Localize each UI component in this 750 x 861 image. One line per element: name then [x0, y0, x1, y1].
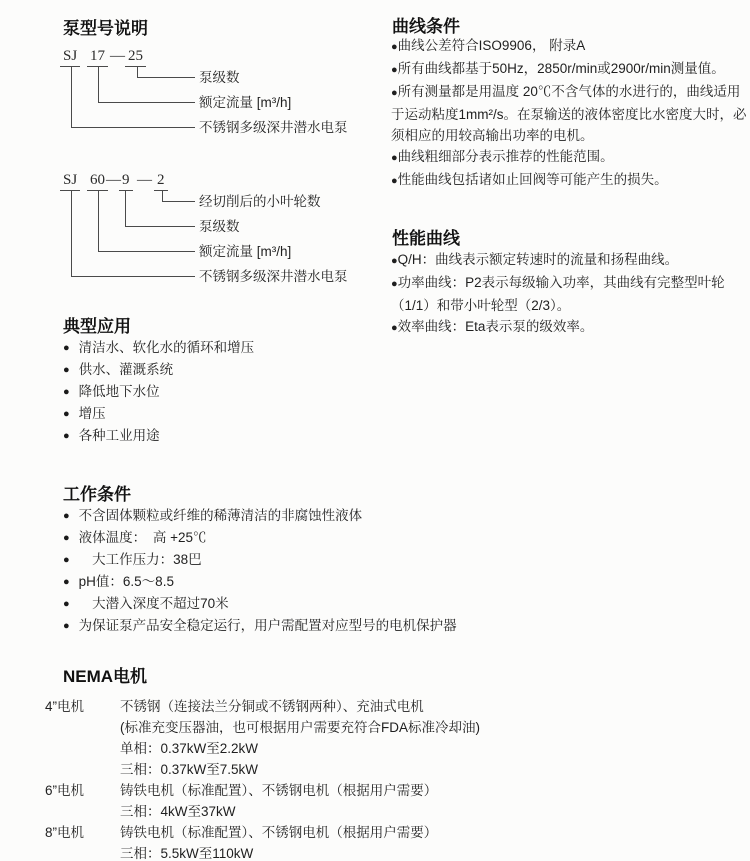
nema-motors-title: NEMA电机 — [63, 667, 148, 686]
model-code-dash: — — [110, 48, 125, 64]
list-item — [63, 593, 457, 615]
list-item — [391, 249, 749, 272]
nema-line: 三相：0.37kW至7.5kW — [120, 762, 259, 777]
pump-model-title: 泵型号说明 — [63, 19, 148, 38]
model-code-prefix: SJ — [60, 48, 80, 67]
nema-row-4in — [45, 696, 735, 780]
nema-row-lines — [120, 696, 735, 780]
bullet-icon: ● — [63, 598, 70, 610]
list-item-text: 所有测量都是用温度 20℃不含气体的水进行的，曲线适用于运动粘度1mm²/s。在泵输送的液体密度比水密度大时，必须相应的用较高输出功率的电机。 — [391, 84, 747, 143]
bullet-icon: ● — [391, 322, 398, 334]
diagram-label-stages: 泵级数 — [199, 70, 240, 85]
model-diagram-sj-17-25 — [62, 48, 402, 143]
model-code-dash: — — [106, 172, 121, 188]
bullet-icon: ● — [391, 152, 398, 164]
list-item-text: 各种工业用途 — [78, 428, 160, 443]
list-item — [63, 505, 457, 527]
list-item — [63, 403, 254, 425]
model-code-stages: 25 — [125, 48, 146, 67]
list-item-text: 降低地下水位 — [78, 384, 160, 399]
list-item-text: 曲线公差符合ISO9906， 附录A — [397, 38, 586, 53]
diagram-label-stages: 泵级数 — [199, 219, 240, 234]
nema-row-lines — [120, 780, 735, 822]
list-item — [391, 58, 749, 81]
applications-list — [63, 337, 254, 447]
list-item-text: 所有曲线都基于50Hz，2850r/min或2900r/min测量值。 — [397, 61, 725, 76]
list-item — [63, 337, 254, 359]
list-item-text: 不含固体颗粒或纤维的稀薄清洁的非腐蚀性液体 — [78, 508, 363, 523]
list-item-text: pH值：6.5～8.5 — [78, 574, 174, 589]
model-code-prefix: SJ — [60, 172, 80, 191]
bullet-icon: ● — [63, 554, 70, 566]
applications-title: 典型应用 — [63, 317, 131, 336]
nema-line: 三相：5.5kW至110kW — [120, 846, 254, 861]
diagram-label-flow: 额定流量 [m³/h] — [199, 244, 292, 259]
bullet-icon: ● — [63, 620, 70, 632]
list-item-text: 增压 — [78, 406, 106, 421]
nema-row-6in — [45, 780, 735, 822]
list-item — [391, 272, 749, 316]
bullet-icon: ● — [63, 408, 70, 420]
nema-row-8in — [45, 822, 735, 861]
bullet-icon: ● — [391, 41, 398, 53]
bullet-icon: ● — [391, 278, 398, 290]
connector-line — [71, 190, 195, 277]
bullet-icon: ● — [63, 342, 70, 354]
bullet-icon: ● — [391, 64, 398, 76]
diagram-label-pump-type: 不锈钢多级深井潜水电泵 — [199, 120, 348, 135]
list-item-text: Q/H：曲线表示额定转速时的流量和扬程曲线。 — [397, 252, 679, 267]
nema-row-label: 6”电机 — [45, 783, 85, 798]
bullet-icon: ● — [63, 364, 70, 376]
list-item-text: 功率曲线：P2表示每级输入功率，其曲线有完整型叶轮（1/1）和带小叶轮型（2/3）。 — [391, 275, 725, 313]
nema-row-label: 4”电机 — [45, 699, 85, 714]
diagram-label-flow: 额定流量 [m³/h] — [199, 95, 292, 110]
list-item-text: 供水、灌溉系统 — [78, 362, 174, 377]
list-item-text: 大潜入深度不超过70米 — [78, 596, 229, 611]
list-item — [391, 81, 749, 146]
connector-line — [71, 66, 195, 128]
model-code-trimmed: 2 — [154, 172, 168, 191]
bullet-icon: ● — [391, 175, 398, 187]
nema-row-lines — [120, 822, 735, 861]
working-conditions-list — [63, 505, 457, 637]
curve-conditions-title: 曲线条件 — [392, 17, 460, 36]
model-diagram-sj-60-9-2 — [62, 172, 402, 294]
list-item-text: 清洁水、软化水的循环和增压 — [78, 340, 255, 355]
performance-curves-title: 性能曲线 — [392, 229, 460, 248]
list-item-text: 效率曲线：Eta表示泵的级效率。 — [397, 319, 594, 334]
nema-motors-table — [45, 696, 735, 861]
nema-line: 单相：0.37kW至2.2kW — [120, 741, 259, 756]
list-item — [63, 527, 457, 549]
bullet-icon: ● — [391, 255, 398, 267]
bullet-icon: ● — [63, 576, 70, 588]
list-item — [63, 425, 254, 447]
list-item-text: 大工作压力：38巴 — [78, 552, 202, 567]
bullet-icon: ● — [63, 386, 70, 398]
list-item — [391, 316, 749, 339]
list-item — [391, 35, 749, 58]
model-code-dash: — — [137, 172, 152, 188]
nema-line: (标准充变压器油，也可根据用户需要充符合FDA标准冷却油) — [120, 720, 480, 735]
model-code-flow: 60 — [87, 172, 108, 191]
nema-row-label: 8”电机 — [45, 825, 85, 840]
bullet-icon: ● — [63, 430, 70, 442]
list-item — [63, 549, 457, 571]
list-item-text: 为保证泵产品安全稳定运行，用户需配置对应型号的电机保护器 — [78, 618, 457, 633]
list-item — [63, 571, 457, 593]
nema-line: 铸铁电机（标准配置）、不锈钢电机（根据用户需要） — [120, 783, 438, 798]
nema-line: 不锈钢（连接法兰分铜或不锈钢两种）、充油式电机 — [120, 699, 424, 714]
bullet-icon: ● — [63, 532, 70, 544]
list-item-text: 液体温度： 高 +25℃ — [78, 530, 207, 545]
list-item — [391, 146, 749, 169]
nema-line: 铸铁电机（标准配置）、不锈钢电机（根据用户需要） — [120, 825, 438, 840]
model-code-flow: 17 — [87, 48, 108, 67]
diagram-label-trimmed-impellers: 经切削后的小叶轮数 — [199, 194, 321, 209]
bullet-icon: ● — [391, 87, 398, 99]
list-item — [391, 169, 749, 192]
list-item — [63, 381, 254, 403]
performance-curves-list — [391, 249, 749, 339]
bullet-icon: ● — [63, 510, 70, 522]
list-item — [63, 615, 457, 637]
list-item-text: 性能曲线包括诸如止回阀等可能产生的损失。 — [397, 172, 668, 187]
diagram-label-pump-type: 不锈钢多级深井潜水电泵 — [199, 269, 348, 284]
model-code-stages: 9 — [119, 172, 133, 191]
working-conditions-title: 工作条件 — [63, 485, 131, 504]
nema-line: 三相：4kW至37kW — [120, 804, 236, 819]
list-item-text: 曲线粗细部分表示推荐的性能范围。 — [397, 149, 614, 164]
list-item — [63, 359, 254, 381]
curve-conditions-list — [391, 35, 749, 192]
